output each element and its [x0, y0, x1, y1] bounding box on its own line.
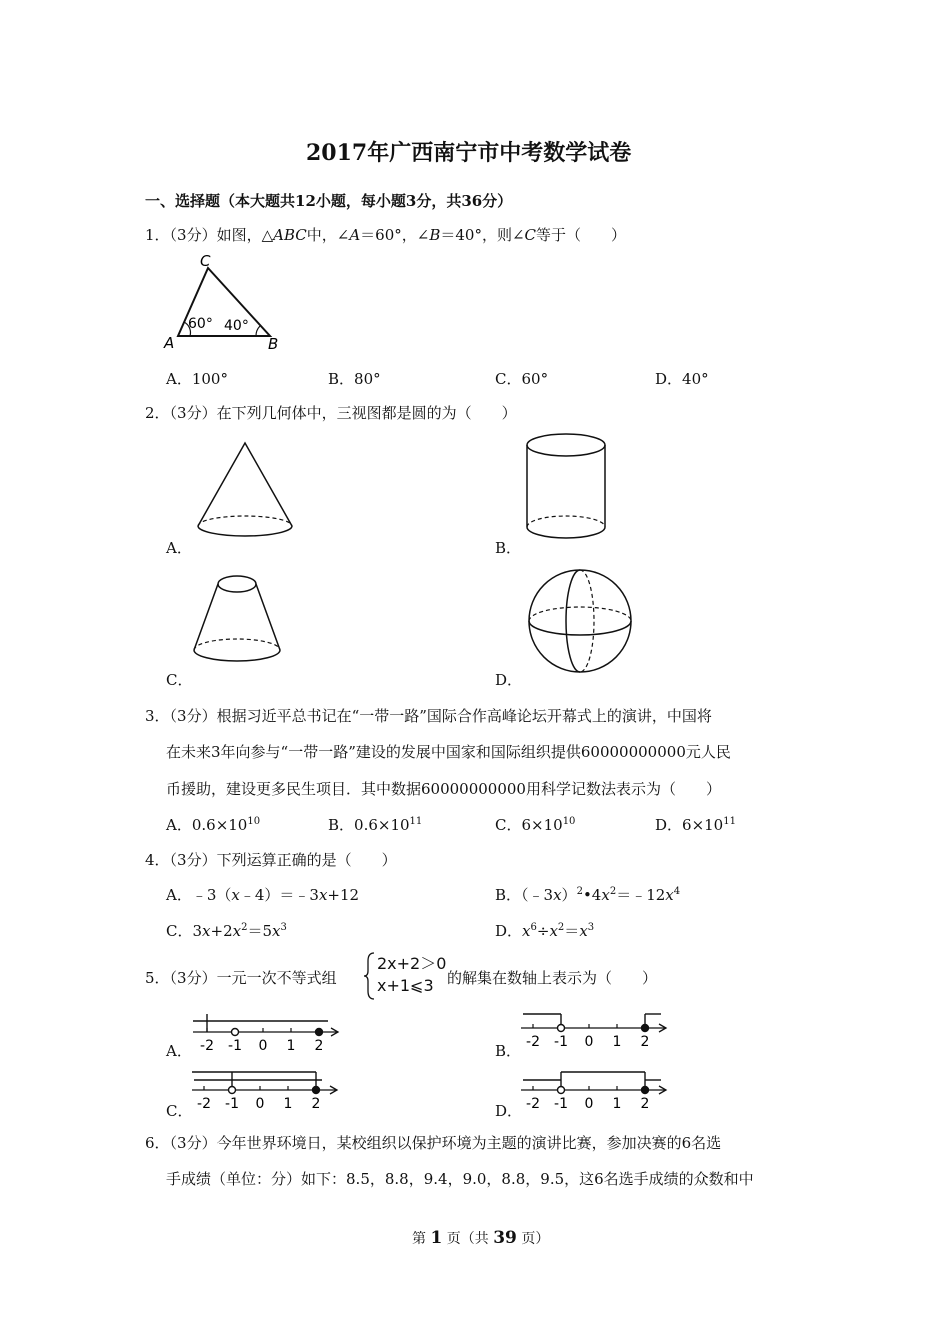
question-5-option-b[interactable]: B． [495, 1042, 522, 1060]
axis-tick-label: 1 [612, 1034, 622, 1050]
number-line-d [521, 1068, 671, 1113]
question-3-line-2: 在未来3年向参与“一带一路”建设的发展中国家和国际组织提供60000000000元人民 [166, 743, 731, 761]
question-2-option-c[interactable]: C． [166, 671, 193, 689]
question-4-option-b[interactable]: B．$(﹣3x)^2•4x^2=﹣12x^4$ [495, 886, 681, 904]
closed-endpoint [642, 1087, 649, 1094]
question-3-line-1: 3．（3分）根据习近平总书记在“一带一路”国际合作高峰论坛开幕式上的演讲，中国将 [145, 707, 712, 725]
axis-tick-label: 1 [286, 1038, 296, 1054]
question-4-stem: 4．（3分）下列运算正确的是（ ） [145, 851, 397, 869]
axis-tick-label: -2 [526, 1096, 540, 1112]
question-1-option-a[interactable]: A．100° [166, 370, 228, 388]
axis-tick-label: -1 [225, 1096, 239, 1112]
open-endpoint [558, 1025, 565, 1032]
inequality-1: 2x+2＞0 [377, 954, 447, 973]
axis-tick-label: 0 [584, 1096, 594, 1112]
angle-a-label: 60° [188, 316, 213, 332]
closed-endpoint [316, 1029, 323, 1036]
axis-tick-label: 1 [283, 1096, 293, 1112]
question-5-option-d[interactable]: D． [495, 1102, 523, 1120]
question-1-option-b[interactable]: B．80° [328, 370, 381, 388]
question-2-option-d[interactable]: D． [495, 671, 523, 689]
cone-figure [195, 440, 295, 545]
page-title: 2017年广西南宁市中考数学试卷 [306, 140, 632, 166]
axis-tick-label: -2 [200, 1038, 214, 1054]
angle-b-label: 40° [224, 318, 249, 334]
question-1-stem: 1．（3分）如图，△ABC中，∠A＝60°，∠B＝40°，则∠C等于（ ） [145, 226, 627, 244]
axis-tick-label: 2 [311, 1096, 321, 1112]
question-5-option-c[interactable]: C． [166, 1102, 193, 1120]
page-footer: 第 1 页（共 39 页） [412, 1228, 550, 1248]
question-6-line-1: 6．（3分）今年世界环境日，某校组织以保护环境为主题的演讲比赛，参加决赛的6名选 [145, 1134, 722, 1152]
question-3-option-c[interactable]: C．$6\times 10^{10}$ [495, 816, 576, 834]
axis-tick-label: 2 [314, 1038, 324, 1054]
closed-endpoint [642, 1025, 649, 1032]
sphere-figure [527, 570, 637, 675]
open-endpoint [229, 1087, 236, 1094]
axis-tick-label: -2 [526, 1034, 540, 1050]
question-6-line-2: 手成绩（单位：分）如下：8.5，8.8，9.4，9.0，8.8，9.5，这6名选手成绩的众数和中 [166, 1170, 754, 1188]
question-2-stem: 2．（3分）在下列几何体中，三视图都是圆的为（ ） [145, 404, 517, 422]
axis-tick-label: 2 [640, 1096, 650, 1112]
triangle-figure [160, 250, 290, 355]
axis-tick-label: 1 [612, 1096, 622, 1112]
question-2-option-b[interactable]: B． [495, 539, 522, 557]
number-line-c [192, 1068, 342, 1113]
open-endpoint [558, 1087, 565, 1094]
question-5-stem-suffix: 的解集在数轴上表示为（ ） [447, 969, 658, 987]
vertex-c-label: C [200, 252, 211, 270]
vertex-b-label: B [268, 335, 279, 353]
question-5-option-a[interactable]: A． [166, 1042, 192, 1060]
axis-tick-label: 0 [584, 1034, 594, 1050]
question-4-option-a[interactable]: A．﹣3（x﹣4）＝﹣3x+12 [166, 886, 360, 904]
axis-tick-label: -1 [228, 1038, 242, 1054]
question-4-option-d[interactable]: D．$x^6\div x^2=x^3$ [495, 922, 595, 940]
closed-endpoint [313, 1087, 320, 1094]
axis-tick-label: 2 [640, 1034, 650, 1050]
axis-tick-label: -1 [554, 1096, 568, 1112]
question-3-option-d[interactable]: D．$6\times 10^{11}$ [655, 816, 736, 834]
axis-tick-label: -1 [554, 1034, 568, 1050]
question-4-option-c[interactable]: C．$3x+2x^2=5x^3$ [166, 922, 287, 940]
cylinder-figure [525, 432, 610, 547]
section-heading: 一、选择题（本大题共12小题，每小题3分，共36分） [145, 192, 513, 210]
question-3-line-3: 币援助，建设更多民生项目．其中数据60000000000用科学记数法表示为（ ） [166, 780, 721, 798]
question-3-option-a[interactable]: A．$0.6\times 10^{10}$ [166, 816, 261, 834]
frustum-figure [190, 572, 285, 677]
number-line-a [193, 1010, 343, 1055]
inequality-brace [364, 951, 376, 1001]
inequality-2: x+1⩽3 [377, 976, 434, 995]
question-1-option-c[interactable]: C．60° [495, 370, 549, 388]
vertex-a-label: A [164, 334, 175, 352]
number-line-b [521, 1010, 671, 1055]
axis-tick-label: 0 [258, 1038, 268, 1054]
axis-tick-label: -2 [197, 1096, 211, 1112]
question-3-option-b[interactable]: B．$0.6\times 10^{11}$ [328, 816, 423, 834]
open-endpoint [232, 1029, 239, 1036]
question-2-option-a[interactable]: A． [166, 539, 192, 557]
axis-tick-label: 0 [255, 1096, 265, 1112]
question-5-stem-prefix: 5．（3分）一元一次不等式组 [145, 969, 337, 987]
question-1-option-d[interactable]: D．40° [655, 370, 709, 388]
